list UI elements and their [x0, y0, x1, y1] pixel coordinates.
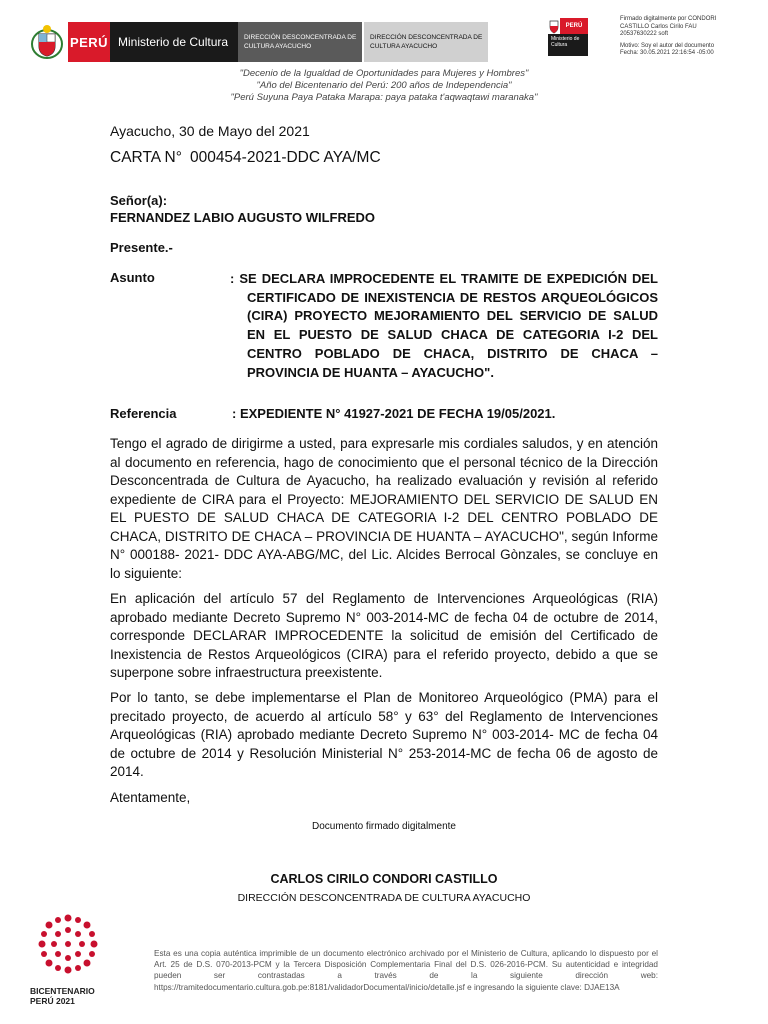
ministry-name: Ministerio de Cultura [110, 22, 238, 62]
bicentenario-line: PERÚ 2021 [30, 996, 75, 1006]
bicentenario-text [30, 986, 95, 1006]
body-paragraph-3: Por lo tanto, se debe implementarse el Plan de Monitoreo Arqueológico (PMA) para el precitado proyecto, de acuerdo al artículo 58° y 63° del Reglamento de Intervenciones Arqueológicas (RIA) aprobado mediante Decreto Supremo N° 003-2014- MC de fecha 04 de octubre de 2014 y Resolución Ministerial N° 253-2014-MC de fecha 06 de agosto de 2014. [110, 690, 658, 779]
subject-label: Asunto [110, 270, 155, 285]
footer-authenticity-note: Esta es una copia auténtica imprimible de un documento electrónico archivado por el Ministerio de Cultura, aplicando lo dispuesto por el Art. 25 de D.S. 070-2013-PCM y la Tercera Disposición Complementaria Final del D.S. 026-2016-PCM. Su autenticidad e integridad pueden ser contrastadas a través de la siguiente dirección web: https://tramitedocumentario.cultura.gob.pe:8181/validadorDocumental/inicio/detalle.jsf e ingresando la siguiente clave: DJAE13A [154, 949, 658, 992]
carta-number: 000454-2021-DDC AYA/MC [189, 149, 381, 166]
signature-line: 20537630222 soft [620, 31, 669, 37]
closing: Atentamente, [110, 790, 191, 805]
directorate-block-dark: DIRECCIÓN DESCONCENTRADA DE CULTURA AYACUCHO [238, 22, 362, 62]
carta-label: CARTA N° [110, 149, 182, 166]
place-date: Ayacucho, 30 de Mayo del 2021 [110, 123, 310, 139]
peru-brand-block: PERÚ [68, 22, 110, 62]
recipient-name: FERNANDEZ LABIO AUGUSTO WILFREDO [110, 210, 376, 225]
directorate-block-light: DIRECCIÓN DESCONCENTRADA DE CULTURA AYACUCHO [364, 22, 488, 62]
official-mottos [0, 68, 768, 104]
signer-directorate: DIRECCIÓN DESCONCENTRADA DE CULTURA AYACUCHO [237, 892, 531, 904]
header-logo-bar [30, 22, 488, 62]
motto-line: "Decenio de la Igualdad de Oportunidades para Mujeres y Hombres" [239, 68, 529, 79]
coat-of-arms-icon [30, 22, 64, 62]
letter-number [110, 149, 381, 167]
motto-line: "Año del Bicentenario del Perú: 200 años de Independencia" [256, 79, 512, 91]
bicentenario-line: BICENTENARIO [30, 986, 95, 996]
mini-shield-icon [548, 18, 560, 34]
motto-line: "Perú Suyuna Paya Pataka Marapa: paya pataka t'aqwaqtawi maranaka" [230, 91, 538, 103]
signature-line: Motivo: Soy el autor del documento [620, 42, 715, 49]
signature-line: Fecha: 30.05.2021 22:16:54 -05:00 [620, 50, 714, 56]
digital-signature-stamp [620, 16, 760, 58]
mini-ministry-block: Ministerio de Cultura [548, 34, 588, 56]
reference-label: Referencia [110, 406, 177, 421]
signature-line: CASTILLO Carlos Cirilo FAU [620, 23, 697, 30]
signer-name: CARLOS CIRILO CONDORI CASTILLO [270, 872, 498, 886]
signature-line: Firmado digitalmente por CONDORI [620, 16, 717, 22]
reference-text: : EXPEDIENTE N° 41927-2021 DE FECHA 19/05/2021. [232, 406, 556, 421]
signature-logo [548, 18, 588, 56]
body-paragraph-1: Tengo el agrado de dirigirme a usted, para expresarle mis cordiales saludos, y en atención al documento en referencia, hago de conocimiento que el personal técnico de la Dirección Desconcentrada de Cultura de Ayacucho, ha realizado evaluación y revisión al referido expediente de CIRA para el Proyecto: MEJORAMIENTO DEL SERVICIO DE SALUD EN EL PUESTO DE SALUD CHACA DE CATEGORIA I-2 DEL CENTRO POBLADO DE CHACA, DISTRITO DE CHACA – PROVINCIA DE HUANTA – AYACUCHO", según Informe N° 000188- 2021- DDC AYA-ABG/MC, del Lic. Alcides Berrocal Gònzales, se concluye en lo siguiente: [110, 436, 658, 581]
body-paragraph-2: En aplicación del artículo 57 del Reglamento de Intervenciones Arqueológicas (RIA) aprobado mediante Decreto Supremo N° 003-2014-MC de fecha 04 de octubre de 2014, corresponde DECLARAR IMPROCEDENTE la solicitud de emisión del Certificado de Inexistencia de Restos Arqueológicos (CIRA) para el referido proyecto, debido a que se superpone sobre infraestructura preexistente. [110, 591, 658, 680]
mini-peru-block: PERÚ [560, 18, 588, 34]
subject-text: : SE DECLARA IMPROCEDENTE EL TRAMITE DE EXPEDICIÓN DEL CERTIFICADO DE INEXISTENCIA DE RESTOS ARQUEOLÓGICOS (CIRA) PROYECTO MEJORAMIENTO DEL SERVICIO DE SALUD EN EL PUESTO DE SALUD CHACA DE CATEGORIA I-2 DEL CENTRO POBLADO DE CHACA, DISTRITO DE CHACA – PROVINCIA DE HUANTA – AYACUCHO". [230, 271, 658, 380]
signed-note: Documento firmado digitalmente [312, 821, 456, 832]
presente: Presente.- [110, 240, 173, 255]
salutation: Señor(a): [110, 193, 168, 208]
bicentenario-logo-icon [28, 908, 128, 988]
